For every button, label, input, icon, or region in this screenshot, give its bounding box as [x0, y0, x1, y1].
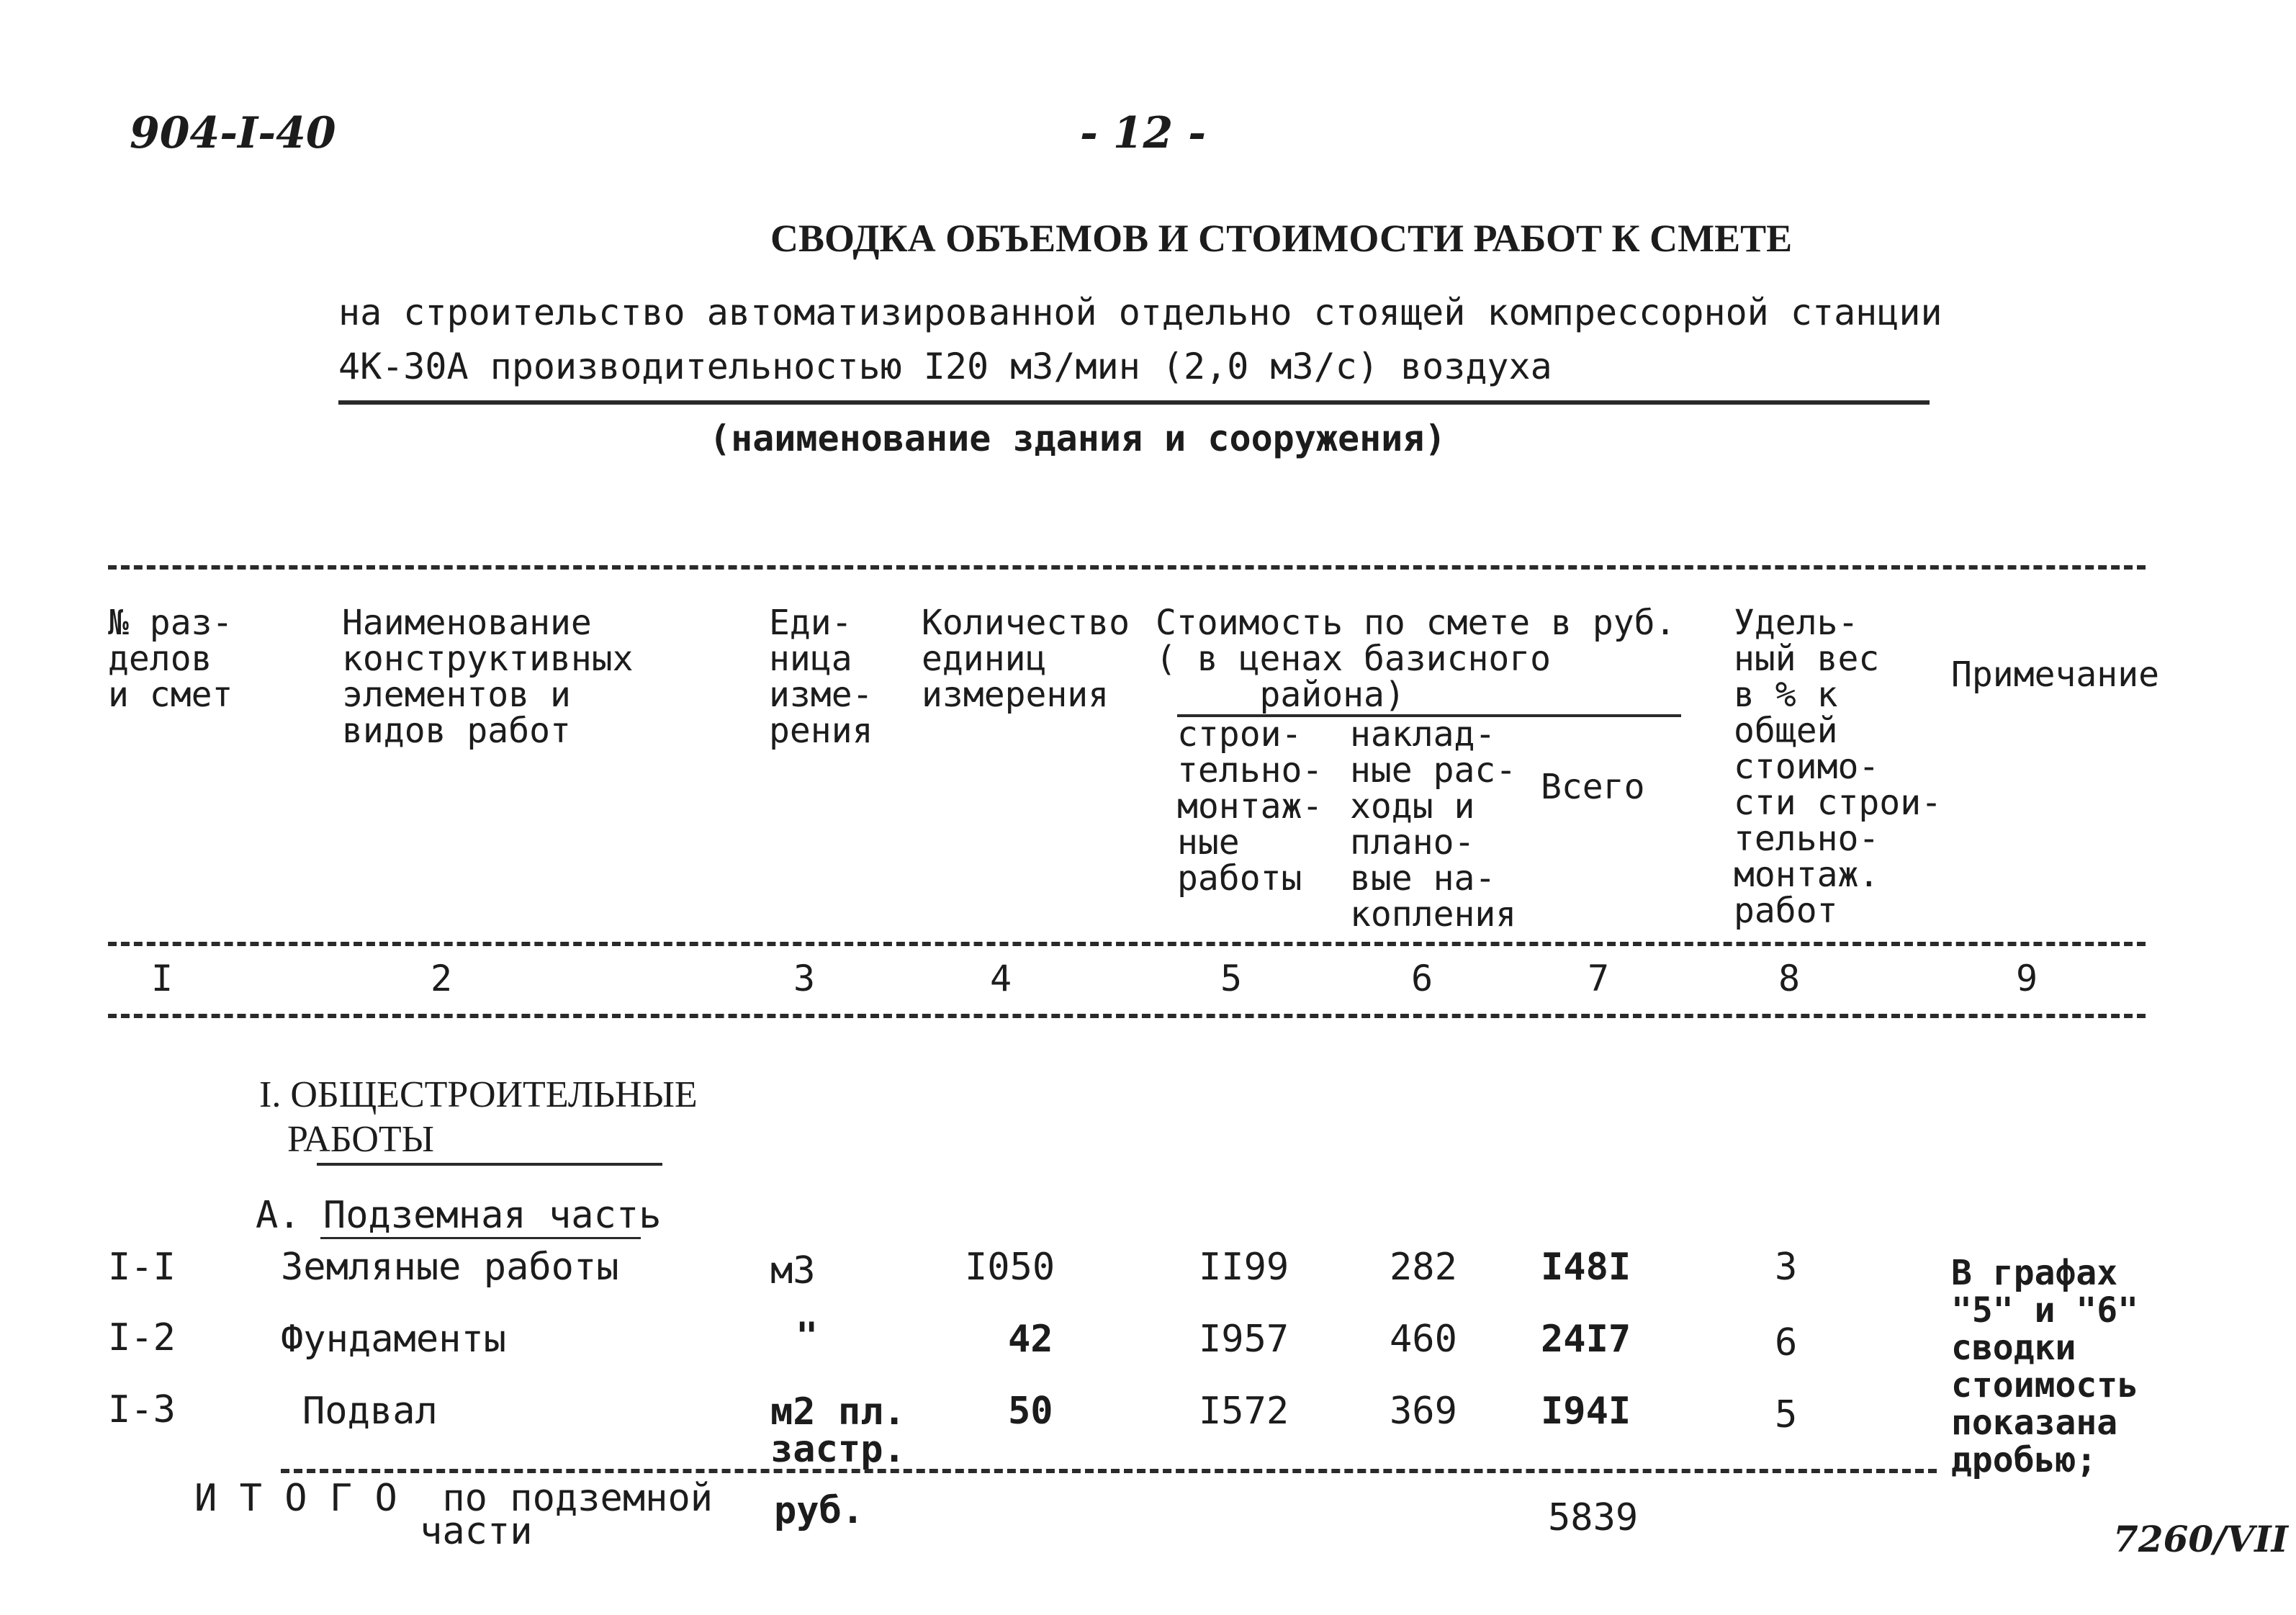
column-number-1: I — [151, 958, 174, 999]
column-number-2: 2 — [431, 958, 453, 999]
document-title: СВОДКА ОБЪЕМОВ И СТОИМОСТИ РАБОТ К СМЕТЕ — [770, 217, 1793, 260]
table-top-rule — [108, 565, 2146, 570]
total-value: 5839 — [1548, 1496, 1639, 1539]
section-title: I. ОБЩЕСТРОИТЕЛЬНЫЕ РАБОТЫ — [259, 1074, 698, 1160]
row-1-name: Земляные работы — [281, 1246, 619, 1289]
column-numbers-top-rule — [108, 942, 2146, 946]
row-3-construction-cost: I572 — [1199, 1390, 1289, 1433]
row-2-total: 24I7 — [1541, 1318, 1631, 1361]
row-3-name: Подвал — [302, 1390, 438, 1433]
header-section-number: № раз- делов и смет — [108, 603, 233, 715]
row-1-overhead: 282 — [1390, 1246, 1457, 1289]
row-1-weight: 3 — [1775, 1246, 1798, 1289]
header-construction-works: строи- тельно- монтаж- ные работы — [1177, 714, 1323, 899]
column-number-7: 7 — [1588, 958, 1610, 999]
column-numbers-bottom-rule — [108, 1014, 2146, 1018]
header-overhead: наклад- ные рас- ходы и плано- вые на- копления — [1350, 714, 1517, 935]
note-text: В графах "5" и "6" сводки стоимость показана дробью; — [1951, 1253, 2139, 1480]
column-number-5: 5 — [1220, 958, 1243, 999]
row-2-construction-cost: I957 — [1199, 1318, 1289, 1361]
row-3-weight: 5 — [1775, 1393, 1798, 1436]
row-2-unit: " — [796, 1315, 819, 1358]
subtitle-line-1: на строительство автоматизированной отдельно стоящей компрессорной станции — [338, 292, 1942, 333]
header-quantity: Количество единиц измерения — [922, 603, 1130, 715]
header-unit: Еди- ница изме- рения — [769, 603, 873, 751]
subsection-underline — [320, 1237, 641, 1239]
header-total: Всего — [1541, 767, 1645, 807]
row-1-unit: м3 — [770, 1249, 816, 1292]
row-1-total: I48I — [1541, 1246, 1631, 1289]
subsection-title: А. Подземная часть — [256, 1194, 662, 1237]
header-element-name: Наименование конструктивных элементов и видов работ — [342, 603, 634, 751]
header-note: Примечание — [1951, 654, 2159, 695]
total-unit: руб. — [774, 1489, 865, 1532]
column-number-9: 9 — [2016, 958, 2038, 999]
subtitle-underline — [338, 400, 1930, 405]
row-2-name: Фундаменты — [281, 1318, 507, 1361]
row-3-number: I-3 — [108, 1388, 176, 1431]
row-3-overhead: 369 — [1390, 1390, 1457, 1433]
total-label: И Т О Г О по подземной части — [194, 1477, 713, 1553]
column-number-3: 3 — [793, 958, 816, 999]
row-3-total: I94I — [1541, 1390, 1631, 1433]
row-1-quantity: I050 — [965, 1246, 1055, 1289]
row-2-overhead: 460 — [1390, 1318, 1457, 1361]
subtitle-caption: (наименование здания и сооружения) — [709, 418, 1446, 459]
column-number-4: 4 — [990, 958, 1012, 999]
total-top-rule — [281, 1469, 1937, 1473]
document-code: 904-I-40 — [130, 108, 336, 158]
row-3-quantity: 50 — [1008, 1390, 1053, 1433]
header-cost-group: Стоимость по смете в руб. ( в ценах базисного района) — [1156, 603, 1676, 715]
section-title-underline — [317, 1163, 662, 1166]
row-1-number: I-I — [108, 1246, 176, 1289]
row-2-number: I-2 — [108, 1316, 176, 1359]
header-specific-weight: Удель- ный вес в % к общей стоимо- сти строи- тельно- монтаж. работ — [1734, 603, 1942, 931]
row-2-quantity: 42 — [1008, 1318, 1053, 1361]
row-1-construction-cost: II99 — [1199, 1246, 1289, 1289]
archive-stamp: 7260/VII — [2113, 1518, 2288, 1560]
row-3-unit: м2 пл. застр. — [770, 1390, 906, 1471]
row-2-weight: 6 — [1775, 1321, 1798, 1364]
subtitle-line-2: 4К-30А производительностью I20 м3/мин (2,0 м3/с) воздуха — [338, 346, 1552, 387]
page-number: - 12 - — [1080, 108, 1207, 158]
column-number-8: 8 — [1778, 958, 1801, 999]
column-number-6: 6 — [1411, 958, 1433, 999]
